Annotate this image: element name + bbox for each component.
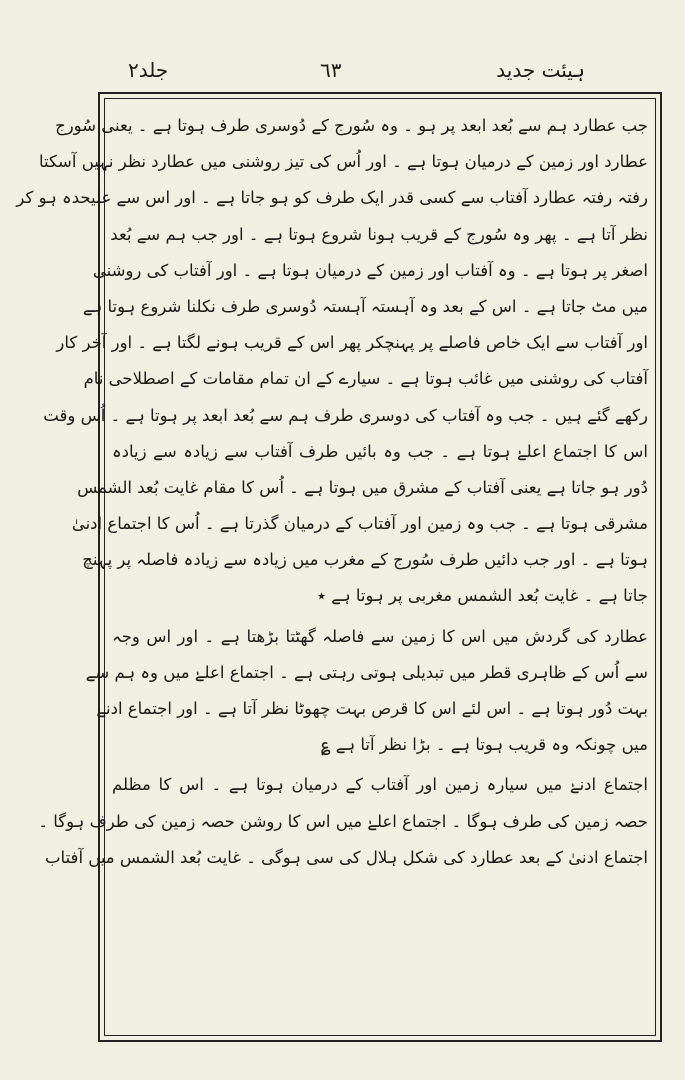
text-line: اصغر پر ہوتا ہے ۔ وہ آفتاب اور زمین کے درمیان ہوتا ہے ۔ اور آفتاب کی روشنی (92, 260, 648, 280)
text-line: اس کا اجتماع اعلےٰ ہوتا ہے ۔ جب وہ بائیں طرف آفتاب سے زیادہ سے زیادہ (112, 441, 648, 461)
text-line: آفتاب کی روشنی میں غائب ہوتا ہے ۔ سیارے کے ان تمام مقامات کے اصطلاحی نام (83, 369, 648, 389)
text-line: میں چونکہ وہ قریب ہوتا ہے ۔ بڑا نظر آتا ہے ؏ (320, 735, 648, 755)
text-line: جب عطارد ہم سے بُعد ابعد پر ہو ۔ وہ سُورج کے دُوسری طرف ہوتا ہے ۔ یعنی سُورج (55, 116, 648, 135)
text-line: دُور ہو جاتا ہے یعنی آفتاب کے مشرق میں ہوتا ہے ۔ اُس کا مقام غایت بُعد الشمس (77, 477, 648, 497)
paragraph (38, 767, 648, 876)
text-line: رکھے گئے ہیں ۔ جب وہ آفتاب کی دوسری طرف ہم سے بُعد ابعد پر ہوتا ہے ۔ اُس وقت (43, 405, 648, 425)
body-text (16, 108, 648, 1028)
text-line: نظر آتا ہے ۔ پھر وہ سُورج کے قریب ہونا شروع ہوتا ہے ۔ اور جب ہم سے بُعد (110, 224, 648, 244)
text-line: اجتماع ادنےٰ میں سیارہ زمین اور آفتاب کے درمیان ہوتا ہے ۔ اس کا مظلم (112, 775, 648, 795)
book-title: ہیئت جدید (496, 58, 585, 82)
paragraph (85, 619, 648, 764)
text-line: میں مٹ جاتا ہے ۔ اس کے بعد وہ آہستہ آہستہ دُوسری طرف نکلنا شروع ہوتا ہے (82, 296, 648, 316)
text-line: سے اُس کے ظاہری قطر میں تبدیلی ہوتی رہتی ہے ۔ اجتماع اعلےٰ میں وہ ہم سے (85, 662, 648, 682)
text-line: مشرقی ہوتا ہے ۔ جب وہ زمین اور آفتاب کے درمیان گذرتا ہے ۔ اُس کا اجتماع ادنیٰ (71, 514, 648, 534)
text-line: رفتہ رفتہ عطارد آفتاب سے کسی قدر ایک طرف کو ہو جاتا ہے ۔ اور اس سے علیحدہ ہو کر (16, 188, 648, 208)
paragraph (16, 108, 648, 615)
text-line: عطارد کی گردش میں اس کا زمین سے فاصلہ گھٹتا بڑھتا ہے ۔ اور اس وجہ (112, 626, 648, 646)
page-number: ٦٣ (320, 58, 342, 82)
text-line: ہوتا ہے ۔ اور جب دائیں طرف سُورج کے مغرب میں زیادہ سے زیادہ فاصلہ پر پہنچ (82, 550, 648, 570)
text-line: جاتا ہے ۔ غایت بُعد الشمس مغربی پر ہوتا ہے ٭ (317, 586, 648, 606)
text-line: عطارد اور زمین کے درمیان ہوتا ہے ۔ اور اُس کی تیز روشنی میں عطارد نظر نہیں آسکتا (38, 152, 648, 172)
text-line: اور آفتاب سے ایک خاص فاصلے پر پہنچکر پھر اس کے قریب ہونے لگتا ہے ۔ اور آخر کار (56, 333, 648, 353)
text-line: اجتماع ادنیٰ کے بعد عطارد کی شکل ہلال کی سی ہوگی ۔ غایت بُعد الشمس میں آفتاب (45, 847, 648, 867)
text-line: بہت دُور ہوتا ہے ۔ اس لئے اس کا قرص بہت چھوٹا نظر آتا ہے ۔ اور اجتماع ادنےٰ (96, 699, 648, 718)
volume-label: جلد٢ (128, 58, 169, 82)
text-line: حصہ زمین کی طرف ہوگا ۔ اجتماع اعلےٰ میں اس کا روشن حصہ زمین کی طرف ہوگا ۔ (38, 811, 648, 831)
